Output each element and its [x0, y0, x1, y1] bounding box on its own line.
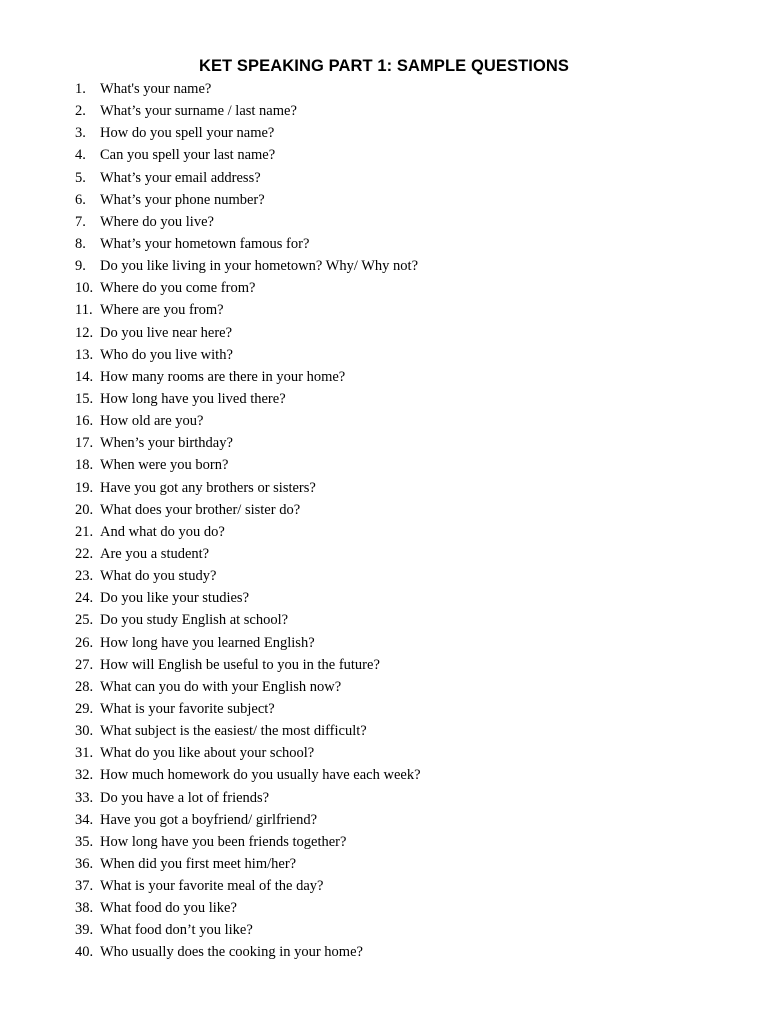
question-number: 4.	[75, 147, 86, 164]
question-item	[0, 897, 768, 919]
question-text: Do you like living in your hometown? Why/ Why not?	[100, 258, 419, 275]
question-item	[0, 831, 768, 853]
question-number: 9.	[75, 258, 86, 275]
question-number: 34.	[75, 811, 94, 828]
question-number: 40.	[75, 944, 94, 961]
question-item	[0, 410, 768, 432]
question-item	[0, 122, 768, 144]
question-text: Who usually does the cooking in your home?	[100, 944, 363, 961]
question-number: 38.	[75, 900, 94, 917]
question-text: What’s your surname / last name?	[100, 103, 297, 120]
question-item	[0, 233, 768, 255]
question-number: 16.	[75, 413, 94, 430]
question-text: And what do you do?	[100, 523, 225, 540]
question-text: What is your favorite subject?	[100, 700, 275, 717]
question-item	[0, 941, 768, 963]
question-text: What can you do with your English now?	[100, 678, 342, 695]
question-text: What’s your phone number?	[100, 191, 265, 208]
question-item	[0, 144, 768, 166]
question-number: 1.	[75, 81, 86, 97]
question-item	[0, 454, 768, 476]
question-item	[0, 322, 768, 344]
question-text: Where are you from?	[100, 302, 224, 319]
question-text: What do you like about your school?	[100, 745, 315, 762]
question-item	[0, 277, 768, 299]
question-number: 20.	[75, 501, 94, 518]
question-number: 23.	[75, 568, 94, 585]
question-number: 7.	[75, 213, 86, 230]
question-number: 33.	[75, 789, 94, 806]
question-item	[0, 632, 768, 654]
question-text: How old are you?	[100, 413, 204, 430]
question-number: 26.	[75, 634, 94, 651]
question-number: 30.	[75, 723, 94, 740]
question-number: 39.	[75, 922, 94, 939]
question-text: Where do you come from?	[100, 280, 256, 297]
question-item	[0, 853, 768, 875]
question-item	[0, 211, 768, 233]
question-item	[0, 698, 768, 720]
question-text: Have you got a boyfriend/ girlfriend?	[100, 811, 318, 828]
question-item	[0, 388, 768, 410]
question-number: 17.	[75, 435, 94, 452]
question-number: 25.	[75, 612, 94, 629]
question-text: Are you a student?	[100, 545, 210, 562]
question-number: 37.	[75, 878, 94, 895]
question-text: When were you born?	[100, 457, 229, 474]
question-item	[0, 787, 768, 809]
document-title: KET SPEAKING PART 1: SAMPLE QUESTIONS	[198, 57, 570, 75]
question-number: 22.	[75, 545, 94, 562]
question-text: Do you have a lot of friends?	[100, 789, 270, 806]
question-text: Where do you live?	[100, 213, 214, 230]
question-number: 14.	[75, 368, 94, 385]
question-item	[0, 189, 768, 211]
question-number: 10.	[75, 280, 94, 297]
question-number: 24.	[75, 590, 94, 607]
question-text: What's your name?	[100, 81, 212, 97]
question-number: 2.	[75, 103, 86, 120]
question-item	[0, 565, 768, 587]
question-number: 12.	[75, 324, 94, 341]
question-item	[0, 609, 768, 631]
question-text: What’s your hometown famous for?	[100, 235, 310, 252]
question-text: What is your favorite meal of the day?	[100, 878, 324, 895]
question-text: Who do you live with?	[100, 346, 233, 363]
question-number: 8.	[75, 235, 86, 252]
question-number: 15.	[75, 390, 94, 407]
question-number: 32.	[75, 767, 94, 784]
question-text: What’s your email address?	[100, 169, 261, 186]
question-item	[0, 432, 768, 454]
question-number: 6.	[75, 191, 86, 208]
question-number: 31.	[75, 745, 94, 762]
question-number: 29.	[75, 700, 94, 717]
question-text: What does your brother/ sister do?	[100, 501, 301, 518]
question-item	[0, 587, 768, 609]
question-item	[0, 676, 768, 698]
question-item	[0, 255, 768, 277]
question-item	[0, 875, 768, 897]
question-item	[0, 167, 768, 189]
question-number: 27.	[75, 656, 94, 673]
question-text: What do you study?	[100, 568, 217, 585]
question-item	[0, 720, 768, 742]
question-item	[0, 521, 768, 543]
question-text: How long have you learned English?	[100, 634, 315, 651]
question-number: 5.	[75, 169, 86, 186]
question-text: Can you spell your last name?	[100, 147, 276, 164]
question-text: How will English be useful to you in the future?	[100, 656, 380, 673]
question-item	[0, 764, 768, 786]
question-text: Have you got any brothers or sisters?	[100, 479, 316, 496]
question-item	[0, 499, 768, 521]
question-text: When did you first meet him/her?	[100, 855, 297, 872]
question-number: 3.	[75, 125, 86, 142]
question-item	[0, 477, 768, 499]
question-text: How much homework do you usually have each week?	[100, 767, 421, 784]
question-list	[0, 78, 768, 964]
question-text: What food do you like?	[100, 900, 237, 917]
question-number: 13.	[75, 346, 94, 363]
question-item	[0, 78, 768, 100]
question-number: 19.	[75, 479, 94, 496]
question-item	[0, 366, 768, 388]
question-item	[0, 919, 768, 941]
question-text: Do you like your studies?	[100, 590, 250, 607]
question-text: Do you live near here?	[100, 324, 233, 341]
question-item	[0, 299, 768, 321]
question-item	[0, 809, 768, 831]
question-item	[0, 543, 768, 565]
question-item	[0, 100, 768, 122]
question-number: 36.	[75, 855, 94, 872]
question-text: How long have you lived there?	[100, 390, 286, 407]
question-number: 11.	[75, 302, 93, 319]
question-number: 28.	[75, 678, 94, 695]
question-text: How do you spell your name?	[100, 125, 275, 142]
question-number: 18.	[75, 457, 94, 474]
question-text: When’s your birthday?	[100, 435, 233, 452]
question-item	[0, 344, 768, 366]
question-text: How long have you been friends together?	[100, 833, 347, 850]
question-item	[0, 742, 768, 764]
question-number: 21.	[75, 523, 94, 540]
question-text: What subject is the easiest/ the most difficult?	[100, 723, 367, 740]
question-item	[0, 654, 768, 676]
question-number: 35.	[75, 833, 94, 850]
question-text: What food don’t you like?	[100, 922, 253, 939]
question-text: Do you study English at school?	[100, 612, 289, 629]
question-text: How many rooms are there in your home?	[100, 368, 346, 385]
